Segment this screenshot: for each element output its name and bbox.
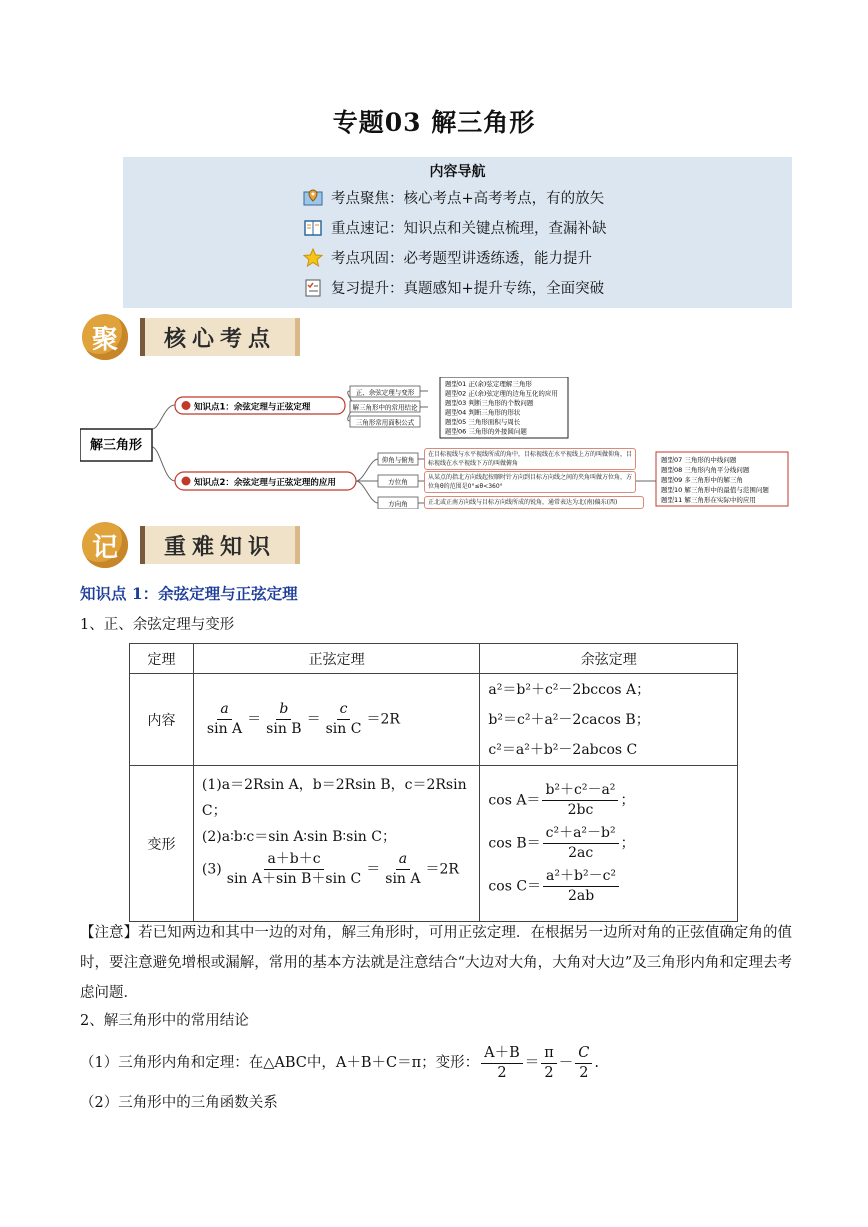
formula-line [488, 824, 729, 863]
table-row [130, 766, 738, 922]
sine-law-content [193, 674, 480, 766]
math-text: c [337, 700, 351, 720]
nav-heading: 内容导航 [429, 164, 486, 180]
kp2-desc-box [424, 448, 636, 470]
document-title: 专题03 解三角形 [332, 108, 536, 137]
nav-item [303, 187, 604, 208]
math-text: c²＋a²－b² [543, 824, 619, 844]
kp1-type: 题型01 正(余)弦定理解三角形 [445, 380, 532, 388]
math-text: ＝ [524, 1055, 540, 1071]
kp1-type: 题型05 三角形面积与周长 [445, 418, 521, 426]
row-label: 变形 [130, 766, 194, 922]
kp2-type: 题型11 解三角形在实际中的应用 [661, 496, 756, 504]
math-text: C [575, 1044, 592, 1064]
kp1-type: 题型02 正(余)弦定理的边角互化的应用 [445, 389, 558, 398]
nav-item-text: 重点速记：知识点和关键点梳理，查漏补缺 [331, 221, 607, 237]
math-text: sin A [385, 871, 421, 887]
math-text: A＋B [481, 1044, 523, 1064]
math-text: sin B [266, 721, 302, 737]
sine-law-variants [193, 766, 480, 922]
nav-item-text: 考点巩固：必考题型讲透练透，能力提升 [331, 251, 592, 267]
kp1-item: 正、余弦定理与变形 [355, 388, 415, 397]
nav-item [303, 217, 607, 238]
math-text: 2 [544, 1065, 554, 1081]
kp2-type: 题型09 多三角形中的解三角 [661, 476, 743, 484]
math-text: 2R [380, 711, 400, 728]
math-text: 2bc [567, 802, 594, 818]
math-text: cos A＝ [488, 792, 541, 809]
formula-line [488, 867, 729, 906]
knowledge-point-heading: 知识点 1：余弦定理与正弦定理 [80, 584, 298, 603]
math-text: － [558, 1055, 574, 1071]
math-text: π [541, 1044, 557, 1064]
table-header: 正弦定理 [193, 644, 480, 674]
math-text: 2ac [568, 845, 594, 861]
math-text: ； [620, 835, 635, 852]
section-banner-core [82, 314, 296, 362]
math-text: ＝ [366, 711, 381, 728]
kp2-desc-box [424, 496, 644, 509]
mindmap-root: 解三角形 [89, 438, 143, 453]
kp1-item: 解三角形中的常用结论 [352, 403, 418, 412]
math-text: (3) [201, 861, 222, 878]
section-label: 重难知识 [140, 526, 300, 564]
math-text: b²＋c²－a² [542, 781, 618, 801]
table-header: 余弦定理 [480, 644, 738, 674]
math-text: a [217, 700, 231, 720]
nav-item [303, 247, 592, 268]
conclusion-item-2: （2）三角形中的三角函数关系 [80, 1095, 278, 1111]
kp1-item: 三角形常用面积公式 [355, 418, 415, 427]
math-text: b [276, 700, 291, 720]
content-navigation [123, 157, 792, 308]
note-paragraph: 【注意】若已知两边和其中一边的对角，解三角形时，可用正弦定理．在根据另一边所对角的正弦值确定角的值时，要注意避免增根或漏解，常用的基本方法就是注意结合“大边对大角，大角对大边”及三角形内角和定理去考虑问题． [80, 925, 792, 1001]
cosine-law-content [480, 674, 738, 766]
math-text: . [594, 1055, 600, 1071]
math-text: sin A [206, 721, 243, 737]
kp2-type: 题型08 三角形内角平分线问题 [661, 466, 750, 474]
conclusion-item-1 [80, 1044, 599, 1083]
math-text: 2 [579, 1065, 589, 1081]
mindmap-kp2: 知识点2：余弦定理与正弦定理的应用 [194, 478, 336, 488]
mind-map [80, 377, 790, 509]
section-seal: 记 [82, 522, 128, 568]
formula-line: (2)a∶b∶c＝sin A∶sin B∶sin C； [201, 829, 396, 845]
math-text: a [396, 850, 410, 870]
subheading-1: 1、正、余弦定理与变形 [80, 617, 235, 633]
book-icon [303, 218, 323, 238]
math-text: ＝2R [425, 861, 459, 878]
formula-line: c²＝a²＋b²－2abcos C [488, 741, 638, 758]
paragraph-text: （1）三角形内角和定理：在△ABC中，A＋B＋C＝π；变形： [80, 1055, 480, 1071]
checklist-icon [303, 278, 323, 298]
kp2-item: 仰角与俯角 [381, 456, 415, 464]
math-text: sin C [325, 721, 362, 737]
table-header-row [130, 644, 738, 674]
math-text: ＝ [247, 711, 262, 728]
section-banner-key [82, 522, 296, 570]
kp2-desc-box [424, 471, 636, 493]
kp2-item: 方位角 [388, 478, 408, 486]
section-label: 核心考点 [140, 318, 300, 356]
cosine-law-variants [480, 766, 738, 922]
math-text: ＝ [306, 711, 321, 728]
math-text: ； [620, 792, 635, 809]
kp2-desc: 在目标视线与水平视线所成的角中，目标视线在水平视线上方的叫做仰角，目标视线在水平视线下方的叫做俯角 [424, 448, 636, 470]
kp2-bullet-icon [182, 477, 191, 486]
kp1-type: 题型04 判断三角形的形状 [445, 408, 521, 417]
formula-line [202, 850, 472, 889]
formula-line: b²＝c²＋a²－2cacos B； [488, 711, 650, 728]
nav-item [303, 277, 604, 298]
table-row [130, 674, 738, 766]
formula-line: (1)a＝2Rsin A，b＝2Rsin B，c＝2Rsin C； [201, 777, 467, 819]
star-icon [303, 248, 323, 268]
formula-line [488, 781, 729, 820]
kp1-bullet-icon [182, 401, 191, 410]
theorem-table [129, 643, 738, 922]
kp2-item: 方向角 [388, 500, 408, 508]
map-pin-icon [303, 188, 323, 208]
math-text: a²＋b²－c² [543, 867, 619, 887]
math-text: 2ab [567, 888, 595, 904]
math-text: sin A＋sin B＋sin C [226, 871, 362, 887]
kp1-type: 题型03 判断三角形的个数问题 [445, 399, 534, 407]
math-text: ＝ [366, 861, 381, 878]
row-label: 内容 [130, 674, 194, 766]
kp2-desc: 正北或正南方向线与目标方向线所成的锐角，通常表达为北(南)偏东(西) [424, 496, 644, 509]
nav-item-text: 考点聚焦：核心考点+高考考点，有的放矢 [331, 191, 605, 207]
section-seal: 聚 [82, 314, 128, 360]
kp2-desc: 从某点的指北方向线起按顺时针方向到目标方向线之间的夹角叫做方位角，方位角θ的范围是0°≤θ<360° [424, 471, 636, 493]
formula-line: a²＝b²＋c²－2bccos A； [488, 681, 651, 698]
math-text: cos C＝ [488, 878, 542, 895]
math-text: a＋b＋c [264, 850, 323, 870]
math-text: cos B＝ [488, 835, 541, 852]
nav-item-text: 复习提升：真题感知+提升专练，全面突破 [331, 281, 605, 297]
kp2-type: 题型10 解三角形中的最值与范围问题 [661, 486, 769, 494]
kp1-type: 题型06 三角形的外接圆问题 [445, 427, 527, 436]
subheading-2: 2、解三角形中的常用结论 [80, 1013, 249, 1029]
table-header: 定理 [130, 644, 194, 674]
kp2-type: 题型07 三角形的中线问题 [661, 456, 737, 464]
mindmap-kp1: 知识点1：余弦定理与正弦定理 [194, 402, 311, 413]
math-text: 2 [497, 1065, 507, 1081]
